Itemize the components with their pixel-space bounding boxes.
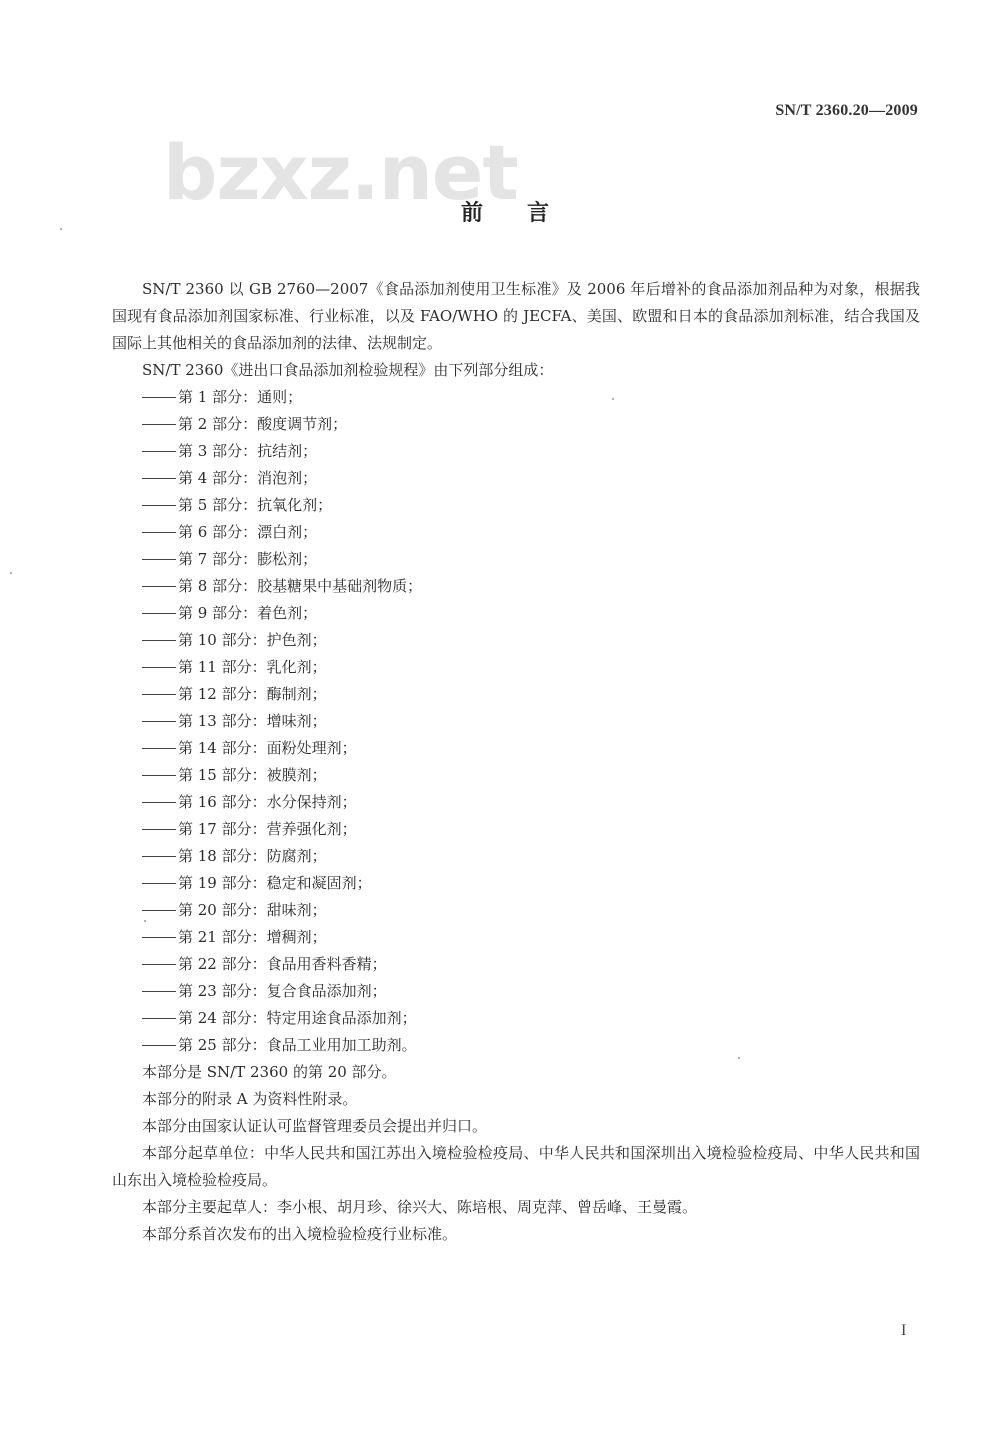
em-dash-icon: [142, 397, 176, 398]
em-dash-icon: [142, 667, 176, 668]
em-dash-icon: [142, 505, 176, 506]
proposer-statement: 本部分由国家认证认可监督管理委员会提出并归口。: [142, 1117, 488, 1135]
list-item: 第 4 部分：消泡剂；: [112, 465, 920, 492]
em-dash-icon: [142, 424, 176, 425]
em-dash-icon: [142, 964, 176, 965]
appendix-statement: 本部分的附录 A 为资料性附录。: [142, 1090, 358, 1108]
em-dash-icon: [142, 1045, 176, 1046]
scan-speck: [10, 572, 12, 574]
scan-speck: [612, 398, 614, 400]
em-dash-icon: [142, 910, 176, 911]
scan-speck: [144, 920, 146, 922]
em-dash-icon: [142, 559, 176, 560]
part-number-statement: 本部分是 SN/T 2360 的第 20 部分。: [142, 1063, 397, 1081]
em-dash-icon: [142, 829, 176, 830]
em-dash-icon: [142, 694, 176, 695]
list-item: 第 3 部分：抗结剂；: [112, 438, 920, 465]
scan-speck: [738, 1057, 740, 1059]
em-dash-icon: [142, 613, 176, 614]
list-item: 第 7 部分：膨松剂；: [112, 546, 920, 573]
em-dash-icon: [142, 721, 176, 722]
em-dash-icon: [142, 775, 176, 776]
page-number: I: [901, 1322, 907, 1339]
standard-code: SN/T 2360.20—2009: [775, 102, 918, 119]
list-item: 第 25 部分：食品工业用加工助剂。: [112, 1032, 920, 1059]
watermark: bzxz.net: [163, 128, 518, 217]
list-item: 第 24 部分：特定用途食品添加剂；: [112, 1005, 920, 1032]
em-dash-icon: [142, 586, 176, 587]
list-item: 第 16 部分：水分保持剂；: [112, 789, 920, 816]
list-item: 第 19 部分：稳定和凝固剂；: [112, 870, 920, 897]
em-dash-icon: [142, 802, 176, 803]
composition-paragraph: SN/T 2360《进出口食品添加剂检验规程》由下列部分组成：: [142, 361, 554, 379]
list-item: 第 9 部分：着色剂；: [112, 600, 920, 627]
em-dash-icon: [142, 532, 176, 533]
list-item: 第 21 部分：增稠剂；: [112, 924, 920, 951]
list-item: 第 6 部分：漂白剂；: [112, 519, 920, 546]
intro-paragraph: SN/T 2360 以 GB 2760—2007《食品添加剂使用卫生标准》及 2006 年后增补的食品添加剂品种为对象，根据我国现有食品添加剂国家标准、行业标准，以及 FAO/WHO 的 JECFA、美国、欧盟和日本的食品添加剂标准，结合我国及国际上其他相关的食品添加剂的法律、法规制定。: [112, 280, 920, 352]
first-issue-statement: 本部分系首次发布的出入境检验检疫行业标准。: [142, 1225, 458, 1243]
em-dash-icon: [142, 1018, 176, 1019]
list-item: 第 15 部分：被膜剂；: [112, 762, 920, 789]
list-item: 第 12 部分：酶制剂；: [112, 681, 920, 708]
list-item: 第 18 部分：防腐剂；: [112, 843, 920, 870]
em-dash-icon: [142, 451, 176, 452]
list-item: 第 23 部分：复合食品添加剂；: [112, 978, 920, 1005]
list-item: 第 1 部分：通则；: [112, 384, 920, 411]
list-item: 第 14 部分：面粉处理剂；: [112, 735, 920, 762]
em-dash-icon: [142, 478, 176, 479]
scan-speck: [60, 228, 62, 230]
em-dash-icon: [142, 883, 176, 884]
list-item: 第 17 部分：营养强化剂；: [112, 816, 920, 843]
list-item: 第 22 部分：食品用香料香精；: [112, 951, 920, 978]
drafting-units: 本部分起草单位：中华人民共和国江苏出入境检验检疫局、中华人民共和国深圳出入境检验检疫局、中华人民共和国山东出入境检验检疫局。: [112, 1144, 920, 1189]
em-dash-icon: [142, 856, 176, 857]
list-item: 第 8 部分：胶基糖果中基础剂物质；: [112, 573, 920, 600]
list-item: 第 2 部分：酸度调节剂；: [112, 411, 920, 438]
em-dash-icon: [142, 640, 176, 641]
document-body: [112, 276, 920, 1248]
list-item: 第 10 部分：护色剂；: [112, 627, 920, 654]
em-dash-icon: [142, 748, 176, 749]
em-dash-icon: [142, 991, 176, 992]
list-item: 第 11 部分：乳化剂；: [112, 654, 920, 681]
drafters: 本部分主要起草人：李小根、胡月珍、徐兴大、陈培根、周克萍、曾岳峰、王曼霞。: [142, 1198, 698, 1216]
list-item: 第 5 部分：抗氧化剂；: [112, 492, 920, 519]
parts-list: [112, 384, 920, 1059]
em-dash-icon: [142, 937, 176, 938]
list-item: 第 13 部分：增味剂；: [112, 708, 920, 735]
page-title: 前言: [460, 201, 593, 226]
list-item: 第 20 部分：甜味剂；: [112, 897, 920, 924]
